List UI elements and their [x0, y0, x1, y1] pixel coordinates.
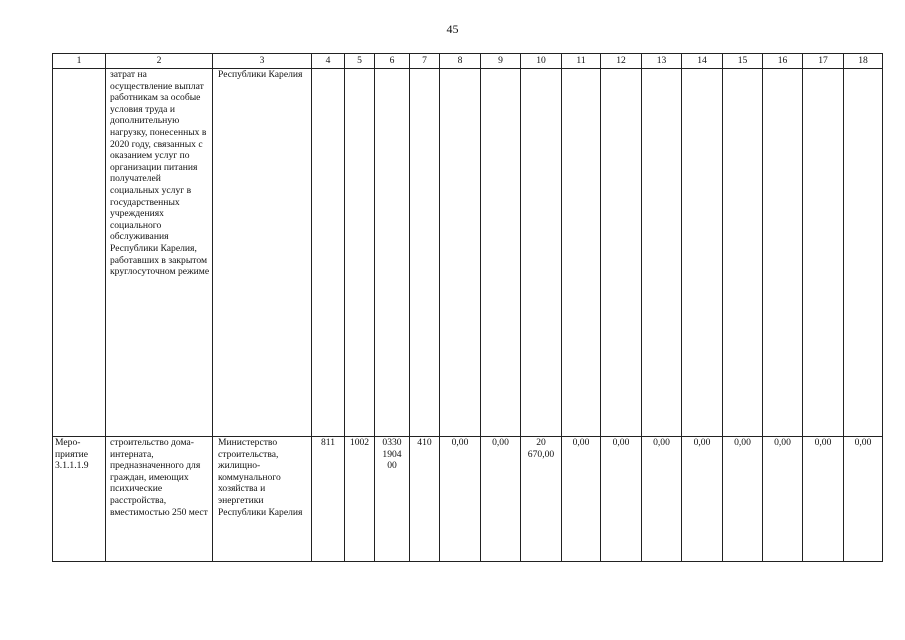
expense-type-cell: 410: [410, 437, 440, 562]
column-header: 11: [562, 54, 601, 69]
amount-cell: 0,00: [763, 437, 803, 562]
column-header: 8: [440, 54, 481, 69]
table-cell: [440, 69, 481, 437]
table-row: [53, 69, 883, 437]
column-header: 2: [106, 54, 213, 69]
table-row: [53, 437, 883, 562]
amount-cell: 0,00: [440, 437, 481, 562]
column-header: 12: [601, 54, 642, 69]
amount-cell: 20 670,00: [521, 437, 562, 562]
measure-code-cell: Меро- приятие 3.1.1.1.9: [53, 437, 106, 562]
table-cell: [844, 69, 883, 437]
column-header: 15: [723, 54, 763, 69]
column-header: 17: [803, 54, 844, 69]
column-header: 10: [521, 54, 562, 69]
table-cell: [682, 69, 723, 437]
target-article-cell: 0330 1904 00: [375, 437, 410, 562]
column-header: 7: [410, 54, 440, 69]
table-cell: [562, 69, 601, 437]
amount-cell: 0,00: [562, 437, 601, 562]
executor-cell: Республики Карелия: [213, 69, 312, 437]
grbs-code-cell: 811: [312, 437, 345, 562]
table-cell: [803, 69, 844, 437]
column-header: 14: [682, 54, 723, 69]
budget-table: [52, 53, 883, 562]
amount-cell: 0,00: [481, 437, 521, 562]
column-header: 5: [345, 54, 375, 69]
table-cell: [601, 69, 642, 437]
amount-cell: 0,00: [601, 437, 642, 562]
table-cell: [642, 69, 682, 437]
table-cell: [481, 69, 521, 437]
measure-description-cell: затрат на осуществление выплат работникам за особые условия труда и дополнительную нагрузку, понесенных в 2020 году, связанных с оказанием услуг по организации питания получателей социальных услуг в государственных учреждениях социального обслуживания Республики Карелия, работавших в закрытом круглосуточном режиме: [106, 69, 213, 437]
table-cell: [521, 69, 562, 437]
column-header: 4: [312, 54, 345, 69]
column-header: 9: [481, 54, 521, 69]
table-header-row: [53, 54, 883, 69]
amount-cell: 0,00: [642, 437, 682, 562]
executor-cell: Министерство строительства, жилищно-коммунального хозяйства и энергетики Республики Карелия: [213, 437, 312, 562]
table-cell: [375, 69, 410, 437]
table-cell: [410, 69, 440, 437]
column-header: 16: [763, 54, 803, 69]
column-header: 6: [375, 54, 410, 69]
column-header: 3: [213, 54, 312, 69]
page-number: 45: [446, 22, 459, 36]
amount-cell: 0,00: [803, 437, 844, 562]
table-cell: [53, 69, 106, 437]
column-header: 13: [642, 54, 682, 69]
section-code-cell: 1002: [345, 437, 375, 562]
column-header: 18: [844, 54, 883, 69]
amount-cell: 0,00: [682, 437, 723, 562]
amount-cell: 0,00: [844, 437, 883, 562]
measure-description-cell: строительство дома-интерната, предназначенного для граждан, имеющих психические расстройства, вместимостью 250 мест: [106, 437, 213, 562]
column-header: 1: [53, 54, 106, 69]
table-cell: [345, 69, 375, 437]
amount-cell: 0,00: [723, 437, 763, 562]
table-cell: [723, 69, 763, 437]
table-cell: [763, 69, 803, 437]
table-cell: [312, 69, 345, 437]
